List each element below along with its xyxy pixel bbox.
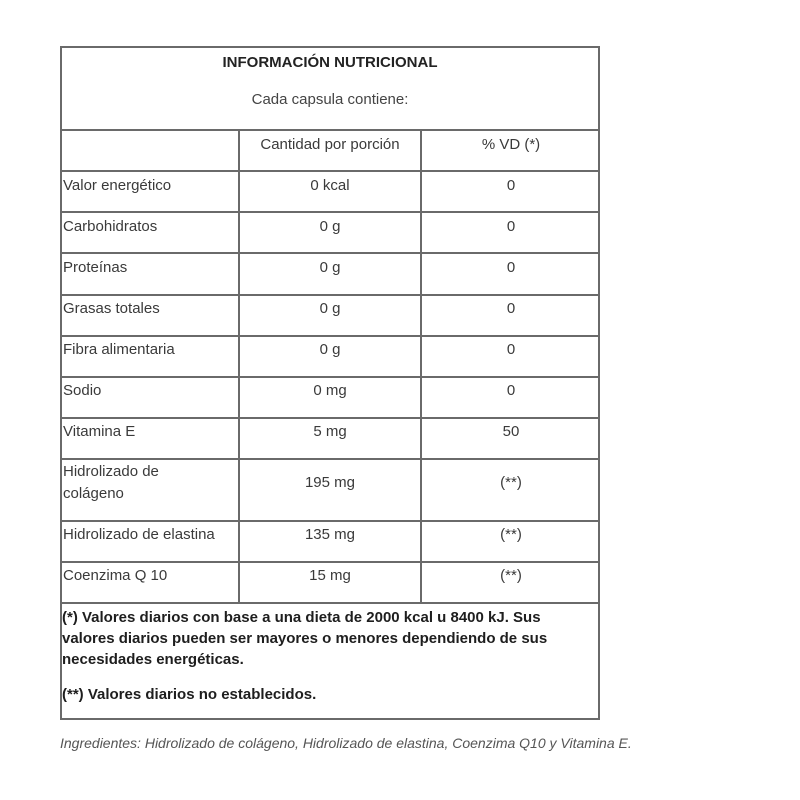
row-name: Coenzima Q 10: [63, 567, 168, 584]
row-name: Proteínas: [63, 259, 128, 276]
row-vd: 0: [506, 341, 516, 358]
row-amount: 0 kcal: [310, 177, 350, 194]
row-name: Vitamina E: [63, 423, 136, 440]
row-name: Valor energético: [63, 177, 172, 194]
row-vd: 0: [506, 259, 516, 276]
row-name: Sodio: [63, 382, 102, 399]
grid-line: [62, 170, 598, 172]
row-vd: (**): [500, 526, 522, 543]
grid-line: [62, 561, 598, 563]
grid-line: [62, 602, 598, 604]
grid-line: [62, 211, 598, 213]
row-amount: 0 g: [319, 218, 341, 235]
row-vd: (**): [500, 474, 522, 491]
footnote-daily-values: (*) Valores diarios con base a una dieta de 2000 kcal u 8400 kJ. Sus valores diarios pueden ser mayores o menores dependiendo de sus necesidades energéticas.: [62, 609, 548, 668]
grid-line: [62, 520, 598, 522]
row-vd: 0: [506, 218, 516, 235]
nutrition-facts-table: [60, 46, 600, 720]
row-vd: 0: [506, 177, 516, 194]
row-name: Grasas totales: [63, 300, 160, 317]
grid-line: [62, 376, 598, 378]
table-title: INFORMACIÓN NUTRICIONAL: [222, 54, 438, 71]
row-amount: 0 g: [319, 300, 341, 317]
header-vd: % VD (*): [481, 136, 541, 153]
grid-line: [62, 129, 598, 131]
grid-line: [62, 294, 598, 296]
header-amount: Cantidad por porción: [260, 136, 400, 153]
row-vd: (**): [500, 567, 522, 584]
row-amount: 5 mg: [313, 423, 347, 440]
footnote-not-established: (**) Valores diarios no establecidos.: [62, 686, 317, 703]
row-amount: 135 mg: [304, 526, 356, 543]
row-vd: 0: [506, 382, 516, 399]
grid-line: [62, 335, 598, 337]
grid-line: [62, 458, 598, 460]
row-amount: 0 g: [319, 259, 341, 276]
row-name: Fibra alimentaria: [63, 341, 175, 358]
grid-line: [62, 417, 598, 419]
row-vd: 0: [506, 300, 516, 317]
row-name: Hidrolizado de colágeno: [63, 463, 159, 502]
row-name: Hidrolizado de elastina: [63, 526, 215, 543]
row-amount: 15 mg: [309, 567, 351, 584]
row-name: Carbohidratos: [63, 218, 158, 235]
row-amount: 0 mg: [313, 382, 347, 399]
row-vd: 50: [502, 423, 520, 440]
table-subtitle: Cada capsula contiene:: [251, 91, 409, 108]
ingredients-text: Ingredientes: Hidrolizado de colágeno, Hidrolizado de elastina, Coenzima Q10 y Vitamina E.: [60, 735, 632, 751]
grid-line: [62, 252, 598, 254]
row-amount: 0 g: [319, 341, 341, 358]
row-amount: 195 mg: [304, 474, 356, 491]
